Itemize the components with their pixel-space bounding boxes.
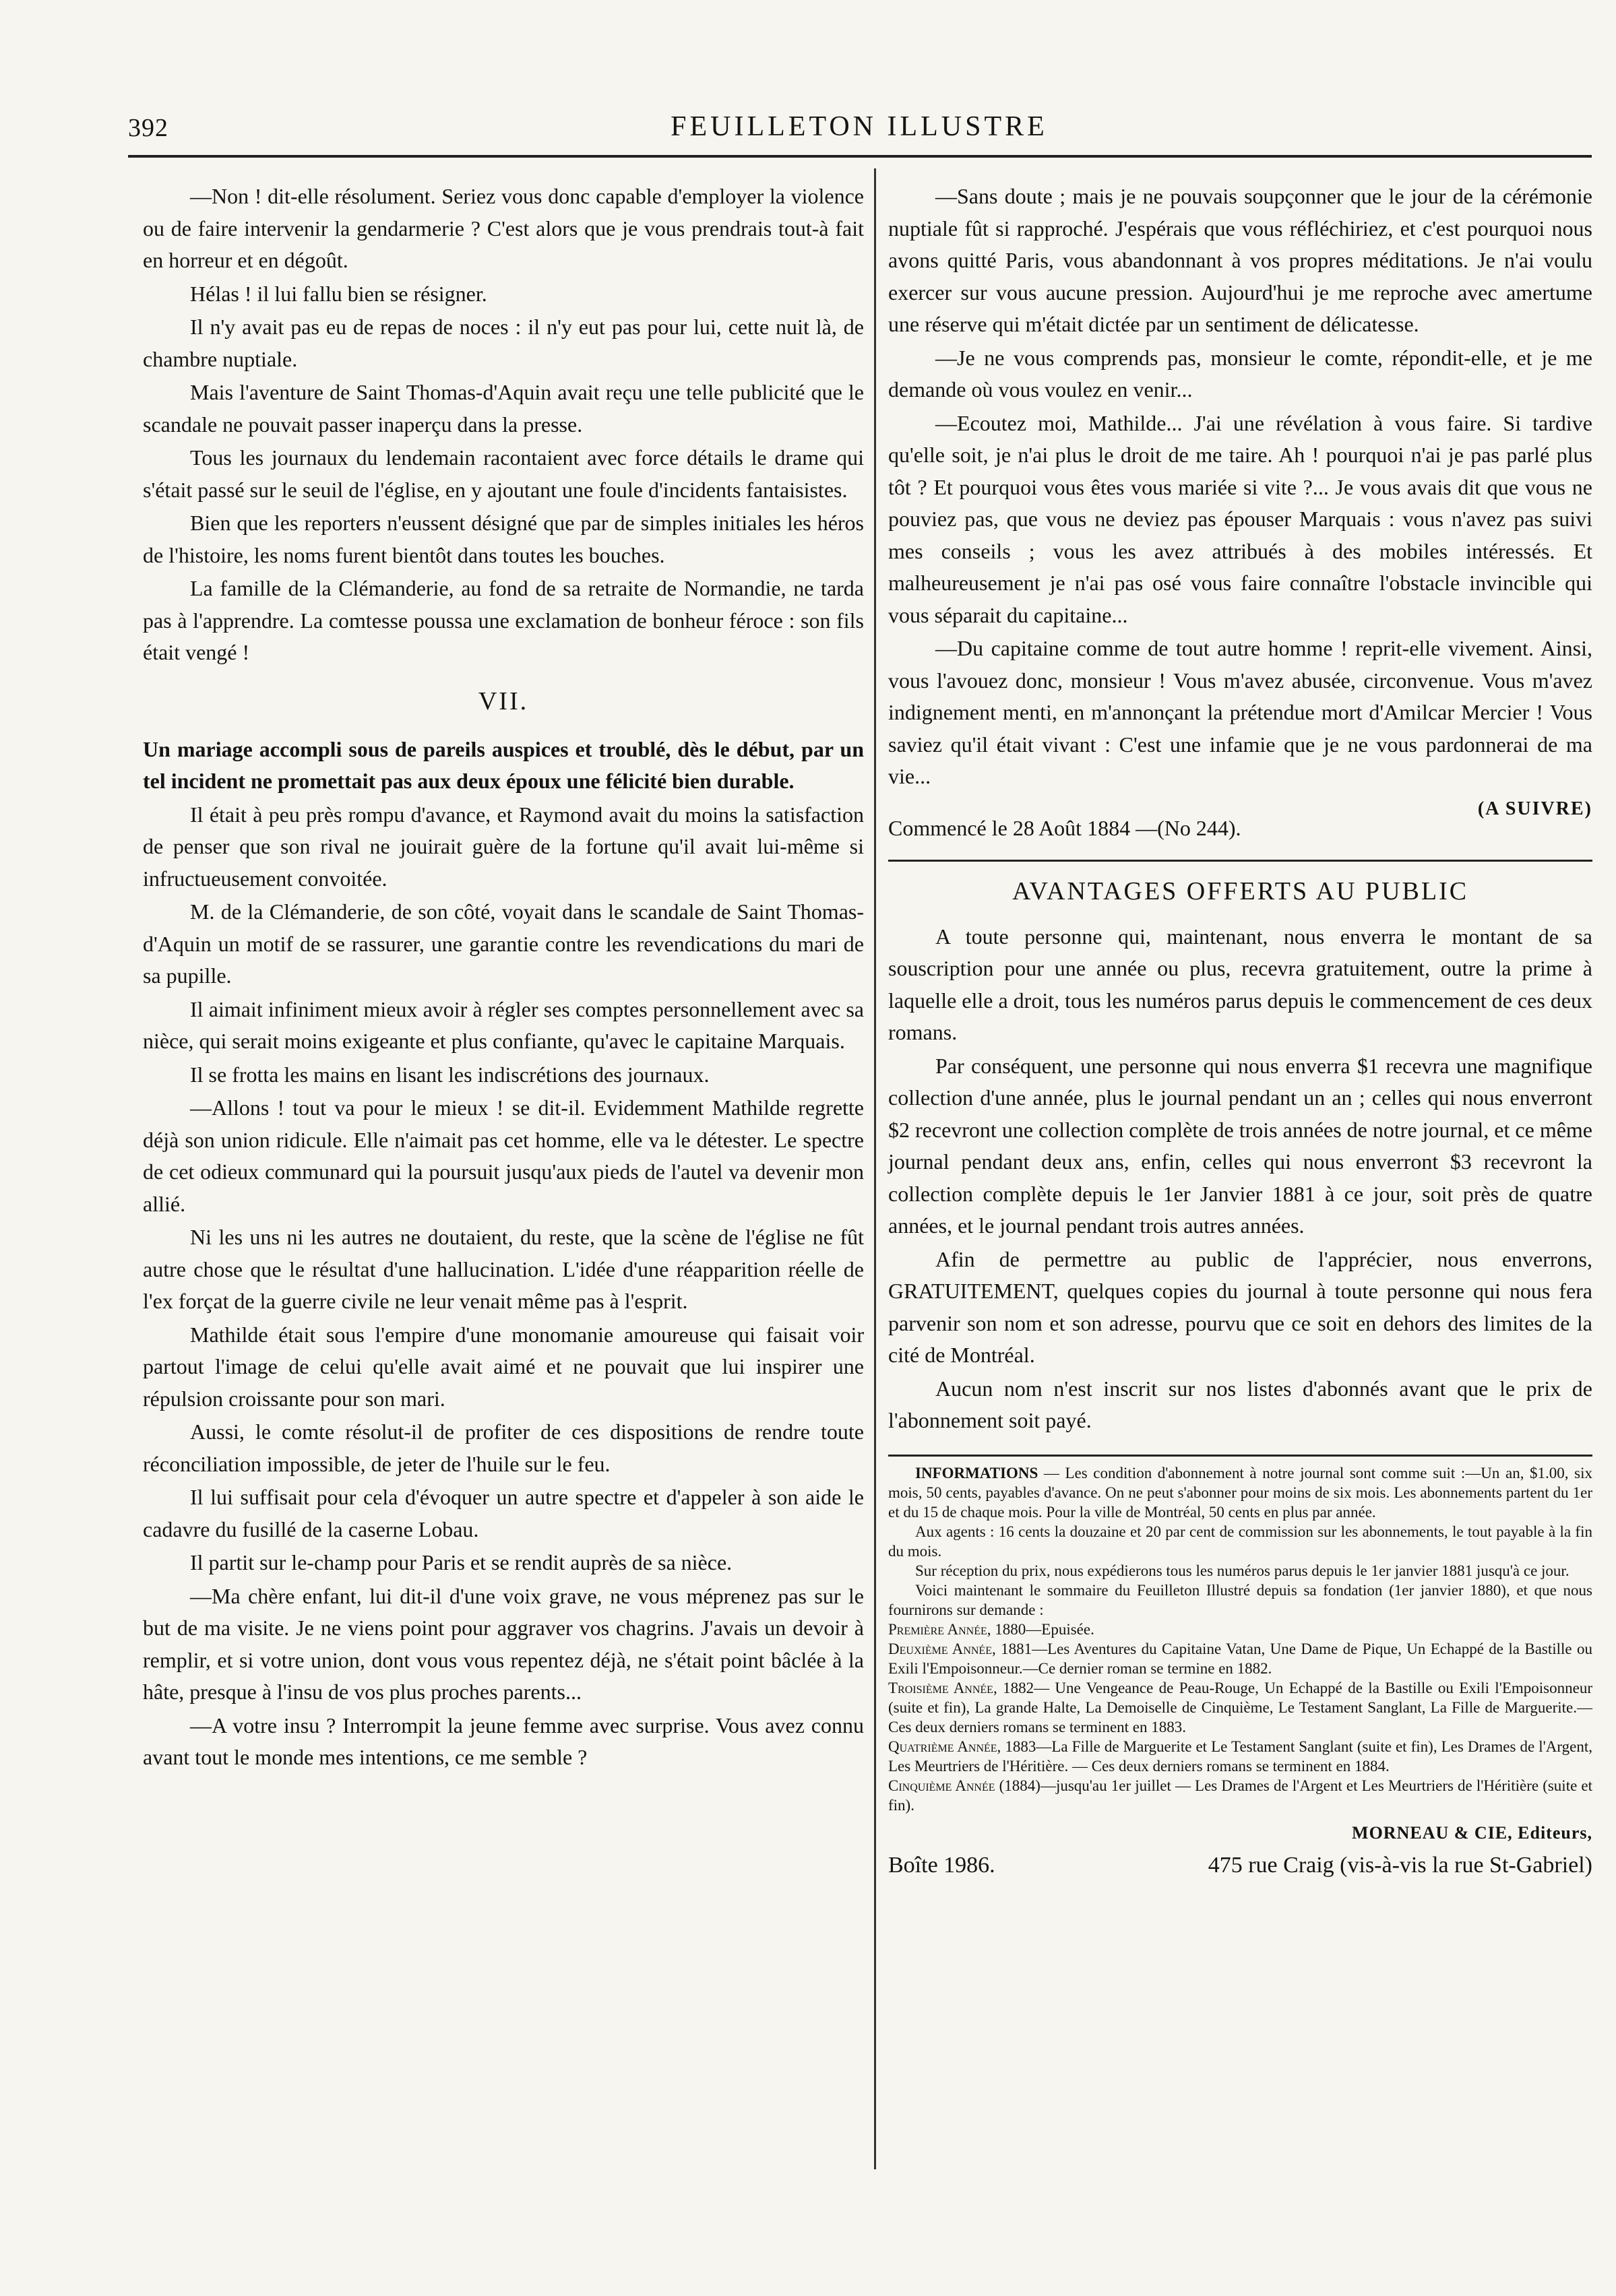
year-text: 1883—La Fille de Marguerite et Le Testament Sanglant (suite et fin), Les Drames de l'Argent, Les Meurtriers de l'Héritière. — Ces deux derniers romans se terminent en 1884. xyxy=(888,1737,1592,1775)
year-entry xyxy=(888,1737,1592,1776)
paragraph: Aucun nom n'est inscrit sur nos listes d'abonnés avant que le prix de l'abonnement soit payé. xyxy=(888,1376,1592,1432)
section-rule xyxy=(888,860,1592,862)
paragraph: —Du capitaine comme de tout autre homme ! reprit-elle vivement. Ainsi, vous l'avouez donc, monsieur ! Vous m'avez abusée, circonvenue. Vous m'avez indignement menti, en m'annonçant la prétendue mort d'Amilcar Mercier ! Vous saviez qu'il était vivant : C'est une infamie que je ne vous pardonnerai de ma vie... xyxy=(888,636,1592,788)
paragraph: Il partit sur le-champ pour Paris et se rendit auprès de sa nièce. xyxy=(190,1550,733,1574)
paragraph: —Allons ! tout va pour le mieux ! se dit-il. Evidemment Mathilde regrette déjà son union ridicule. Elle n'aimait pas cet homme, elle va le détester. Le spectre de cet odieux communard qui la poursuit jusqu'aux pieds de l'autel va devenir mon allié. xyxy=(143,1095,864,1216)
paragraph: La famille de la Clémanderie, au fond de sa retraite de Normandie, ne tarda pas à l'apprendre. La comtesse poussa une exclamation de bonheur féroce : son fils était vengé ! xyxy=(143,576,864,664)
paragraph: Il aimait infiniment mieux avoir à régler ses comptes personnellement avec sa nièce, qui serait moins exigeante et plus confiante, qu'avec le capitaine Marquais. xyxy=(143,996,864,1053)
informations-box xyxy=(888,1455,1592,1843)
paragraph: Afin de permettre au public de l'apprécier, nous enverrons, GRATUITEMENT, quelques copies du journal à toute personne qui nous fera parvenir son nom et son adresse, pourvu que ce soit en dehors des limites de la cité de Montréal. xyxy=(888,1246,1592,1367)
start-date-note: Commencé le 28 Août 1884 —(No 244). xyxy=(888,815,1241,840)
paragraph: Il lui suffisait pour cela d'évoquer un autre spectre et d'appeler à son aide le cadavre du fusillé de la caserne Lobau. xyxy=(143,1485,864,1541)
informations-heading: INFORMATIONS xyxy=(915,1464,1038,1481)
paragraph: Tous les journaux du lendemain racontaient avec force détails le drame qui s'était passé sur le seuil de l'église, en y ajoutant une foule d'incidents fantaisistes. xyxy=(143,445,864,502)
paragraph: Aussi, le comte résolut-il de profiter de ces dispositions de rendre toute réconciliation impossible, de jeter de l'huile sur le feu. xyxy=(143,1420,864,1476)
year-entry xyxy=(888,1678,1592,1737)
chapter-heading: VII. xyxy=(478,687,529,715)
column-divider xyxy=(874,168,876,2169)
year-text: 1880—Epuisée. xyxy=(991,1620,1094,1638)
year-entry xyxy=(888,1639,1592,1678)
year-text: (1884)—jusqu'au 1er juillet — Les Drames de l'Argent et Les Meurtriers de l'Héritière (suite et fin). xyxy=(888,1777,1592,1814)
paragraph: —Sans doute ; mais je ne pouvais soupçonner que le jour de la cérémonie nuptiale fût si rapproché. J'espérais que vous réfléchiriez, et c'est pourquoi nous avons quitté Paris, vous abandonnant à vos propres méditations. Je n'ai voulu exercer sur vous aucune pression. Aujourd'hui je me reproche avec amertume une réserve qui m'était dictée par un sentiment de délicatesse. xyxy=(888,184,1592,336)
right-column xyxy=(888,181,1592,1886)
paragraph: Par conséquent, une personne qui nous enverra $1 recevra une magnifique collection d'une année, plus le journal pendant un an ; celles qui nous enverront $2 recevront une collection complète de trois années de notre journal, et ce même journal pendant deux ans, enfin, celles qui nous enverront $3 recevront la collection complète depuis le 1er Janvier 1881 à ce jour, soit près de quatre années, et le journal pendant trois autres années. xyxy=(888,1053,1592,1238)
paragraph: Il était à peu près rompu d'avance, et Raymond avait du moins la satisfaction de penser que son rival ne jouirait guère de la fortune qu'il avait lui-même si infructueusement convoitée. xyxy=(143,802,864,891)
paragraph: —A votre insu ? Interrompit la jeune femme avec surprise. Vous avez connu avant tout le monde mes intentions, ce me semble ? xyxy=(143,1713,864,1769)
paragraph: M. de la Clémanderie, de son côté, voyait dans le scandale de Saint Thomas-d'Aquin un motif de se rassurer, une garantie contre les revendications du mari de sa pupille. xyxy=(143,899,864,988)
year-label: Cinquième Année xyxy=(888,1777,995,1794)
paragraph: —Je ne vous comprends pas, monsieur le comte, répondit-elle, et je me demande où vous voulez en venir... xyxy=(888,345,1592,402)
year-label: Quatrième Année, xyxy=(888,1737,1001,1755)
paragraph: —Non ! dit-elle résolument. Seriez vous donc capable d'employer la violence ou de faire intervenir la gendarmerie ? C'est alors que je vous prendrais tout-à fait en horreur et en dégoût. xyxy=(143,184,864,272)
publisher-line: MORNEAU & CIE, Editeurs, xyxy=(1352,1822,1592,1843)
info-line: Sur réception du prix, nous expédierons tous les numéros parus depuis le 1er janvier 1881 jusqu'à ce jour. xyxy=(915,1562,1570,1579)
paragraph: Il n'y avait pas eu de repas de noces : il n'y eut pas pour lui, cette nuit là, de chambre nuptiale. xyxy=(143,315,864,371)
paragraph: Hélas ! il lui fallu bien se résigner. xyxy=(190,281,487,306)
info-line: Aux agents : 16 cents la douzaine et 20 par cent de commission sur les abonnements, le tout payable à la fin du mois. xyxy=(888,1523,1592,1560)
year-entry xyxy=(888,1620,1592,1639)
paragraph: —Ecoutez moi, Mathilde... J'ai une révélation à vous faire. Si tardive qu'elle soit, je n'ai plus le droit de me taire. Ah ! pourquoi n'ai je pas parlé plus tôt ? Et pourquoi vous êtes vous mariée si vite ?... Je vous avais dit que vous ne pouviez pas, que vous ne deviez pas épouser Marquais : vous n'avez pas suivi mes conseils ; vous les avez attribués à des mobiles intéressés. Et malheureusement je n'ai pas osé vous faire connaître l'obstacle invincible qui vous séparait du capitaine... xyxy=(888,410,1592,627)
year-label: Troisième Année, xyxy=(888,1679,997,1696)
a-suivre-note: (A SUIVRE) xyxy=(1477,798,1592,819)
running-title: FEUILLETON ILLUSTRE xyxy=(671,111,1048,142)
page-number: 392 xyxy=(128,114,168,142)
paragraph: Un mariage accompli sous de pareils auspices et troublé, dès le début, par un tel incident ne promettait pas aux deux époux une félicité bien durable. xyxy=(143,736,864,793)
paragraph: —Ma chère enfant, lui dit-il d'une voix grave, ne vous méprenez pas sur le but de ma visite. Je ne viens point pour aggraver vos chagrins. J'avais un devoir à remplir, et si votre union, dont vous vous repentez déjà, ne s'était point bâclée à la hâte, presque à l'insu de vos plus proches parents... xyxy=(143,1583,864,1704)
info-text: — Les condition d'abonnement à notre journal sont comme suit :—Un an, $1.00, six mois, 50 cents, payables d'avance. On ne peut s'abonner pour moins de six mois. Les abonnements partent du 1er et du 15 de chaque mois. Pour la ville de Montréal, 50 cents en plus par année. xyxy=(888,1464,1592,1521)
year-label: Deuxième Année, xyxy=(888,1640,996,1657)
year-text: 1881—Les Aventures du Capitaine Vatan, Une Dame de Pique, Un Echappé de la Bastille ou Exili l'Empoisonneur.—Ce dernier roman se termine en 1882. xyxy=(888,1640,1593,1677)
paragraph: A toute personne qui, maintenant, nous enverra le montant de sa souscription pour une année ou plus, recevra gratuitement, outre la prime à laquelle elle a droit, tous les numéros parus depuis le commencement de ces deux romans. xyxy=(888,924,1592,1044)
paragraph: Il se frotta les mains en lisant les indiscrétions des journaux. xyxy=(190,1062,710,1087)
paragraph: Bien que les reporters n'eussent désigné que par de simples initiales les héros de l'histoire, les noms furent bientôt dans toutes les bouches. xyxy=(143,511,864,567)
info-line xyxy=(888,1463,1592,1522)
paragraph: Mais l'aventure de Saint Thomas-d'Aquin avait reçu une telle publicité que le scandale ne pouvait passer inaperçu dans la presse. xyxy=(143,380,864,437)
year-text: 1882— Une Vengeance de Peau-Rouge, Un Echappé de la Bastille ou Exili l'Empoisonneur (suite et fin), La grande Halte, La Demoiselle de Cinquième, Le Testament Sanglant, La Fille de Marguerite.—Ces deux derniers romans se terminent en 1883. xyxy=(888,1679,1592,1735)
paragraph: Mathilde était sous l'empire d'une monomanie amoureuse qui faisait voir partout l'image de celui qu'elle avait aimé et ne pouvait que lui inspirer une répulsion croissante pour son mari. xyxy=(143,1322,864,1411)
year-entry xyxy=(888,1776,1592,1815)
street-address: 475 rue Craig (vis-à-vis la rue St-Gabriel) xyxy=(1208,1852,1592,1878)
header-rule xyxy=(128,155,1592,158)
address-footer xyxy=(888,1853,1592,1886)
year-label: Première Année, xyxy=(888,1620,991,1638)
paragraph: Ni les uns ni les autres ne doutaient, du reste, que la scène de l'église ne fût autre chose que le résultat d'une hallucination. L'idée d'une réapparition réelle de l'ex forçat de la guerre civile ne leur venait même pas à l'esprit. xyxy=(143,1225,864,1313)
page-header xyxy=(128,101,1590,148)
po-box: Boîte 1986. xyxy=(888,1852,995,1878)
avantages-title: AVANTAGES OFFERTS AU PUBLIC xyxy=(1012,876,1469,905)
info-line: Voici maintenant le sommaire du Feuilleton Illustré depuis sa fondation (1er janvier 1880), et que nous fournirons sur demande : xyxy=(888,1581,1592,1618)
left-column xyxy=(143,181,864,1775)
